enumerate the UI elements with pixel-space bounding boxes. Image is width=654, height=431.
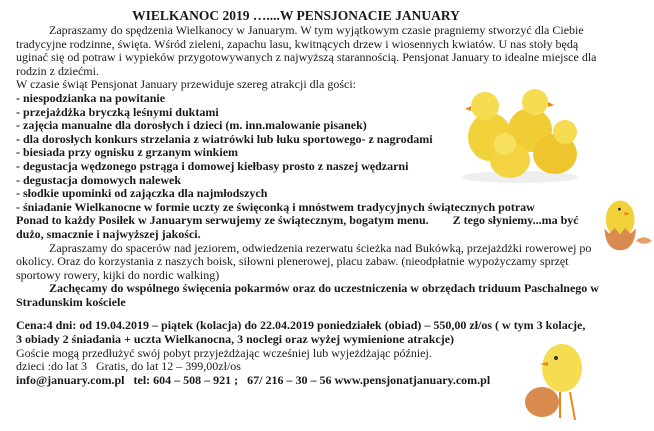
intro-line: rodzin z dziećmi. xyxy=(16,63,99,78)
attraction-item: - słodkie upominki od zajączka dla najmłodszych xyxy=(16,186,268,201)
intro-line: tradycyjne rodzinne, święta. Wśród zieleni, zapachu lasu, kwitnących drzew i wiosennych kwiatów. U nas stoły będą xyxy=(16,36,579,51)
page-title: WIELKANOC 2019 …....W PENSJONACIE JANUARY xyxy=(132,8,460,23)
attraction-item: - biesiada przy ognisku z grzanym winkiem xyxy=(16,145,239,160)
attraction-item: - przejażdżka bryczką leśnymi duktami xyxy=(16,104,219,119)
attraction-item: - degustacja wędzonego pstrąga i domowej kiełbasy prosto z naszej wędzarni xyxy=(16,158,409,173)
attraction-item: - zajęcia manualne dla dorosłych i dzieci (m. inn.malowanie pisanek) xyxy=(16,118,367,133)
attractions-heading: W czasie świąt Pensjonat January przewiduje szereg atrakcji dla gości: xyxy=(16,77,356,92)
children-price: dzieci :do lat 3 Gratis, do lat 12 – 399,00zł/os xyxy=(16,359,241,374)
walks-line: okolicy. Oraz do korzystania z naszych boisk, siłowni plenerowej, placu zabaw. (nieodpłatnie wypożyczamy sprzęt xyxy=(16,254,569,269)
menu-line: dużo, smacznie i najwyższej jakości. xyxy=(16,226,201,241)
intro-line: Zapraszamy do spędzenia Wielkanocy w Januarym. W tym wyjątkowym czasie pragniemy stworzyć dla Ciebie xyxy=(49,23,584,37)
price-line: 3 obiady 2 śniadania + uczta Wielkanocna, 3 noclegi oraz wyżej wymienione atrakcje) xyxy=(16,332,455,347)
phone-numbers: tel: 604 – 508 – 921 ; 67/ 216 – 30 – 56 xyxy=(133,372,332,387)
website-link[interactable]: www.pensjonatjanuary.com.pl xyxy=(334,372,491,387)
attraction-item: - niespodzianka na powitanie xyxy=(16,90,166,105)
contact-line xyxy=(16,374,646,388)
attraction-item: - dla dorosłych konkurs strzelania z wiatrówki lub łuku sportowego- z nagrodami xyxy=(16,131,433,146)
extend-stay-note: Goście mogą przedłużyć swój pobyt przyjeżdżając wcześniej lub wyjeżdżając później. xyxy=(16,345,432,360)
intro-line: uginać się od potraw i wypieków przygotowywanych z najwyższą starannością. Pensjonat January to idealne miejsce dla xyxy=(16,50,597,65)
menu-line: Ponad to każdy Posiłek w Januarym serwujemy ze świątecznym, bogatym menu. Z tego słyniemy...ma być xyxy=(16,213,579,228)
blessing-line: Stradunskim kościele xyxy=(16,294,126,309)
attraction-item: - degustacja domowych nalewek xyxy=(16,172,181,187)
walks-line: sportowy rowery, kijki do nordic walking) xyxy=(16,267,220,282)
blessing-line: Zachęcamy do wspólnego święcenia pokarmów oraz do uczestniczenia w obrzędach triduum Paschalnego w xyxy=(49,281,599,296)
email-link[interactable]: info@january.com.pl xyxy=(16,372,125,387)
walks-line: Zapraszamy do spacerów nad jeziorem, odwiedzenia rezerwatu ścieżka nad Bukówką, przejażdżki rowerowej po xyxy=(49,240,592,255)
attraction-item: - śniadanie Wielkanocne w formie uczty ze święconką i mnóstwem tradycyjnych świątecznych potraw xyxy=(16,199,535,214)
flyer-text xyxy=(16,8,646,387)
price-line: Cena:4 dni: od 19.04.2019 – piątek (kolacja) do 22.04.2019 poniedziałek (obiad) – 550,00 zł/os ( w tym 3 kolacje, xyxy=(16,318,586,333)
